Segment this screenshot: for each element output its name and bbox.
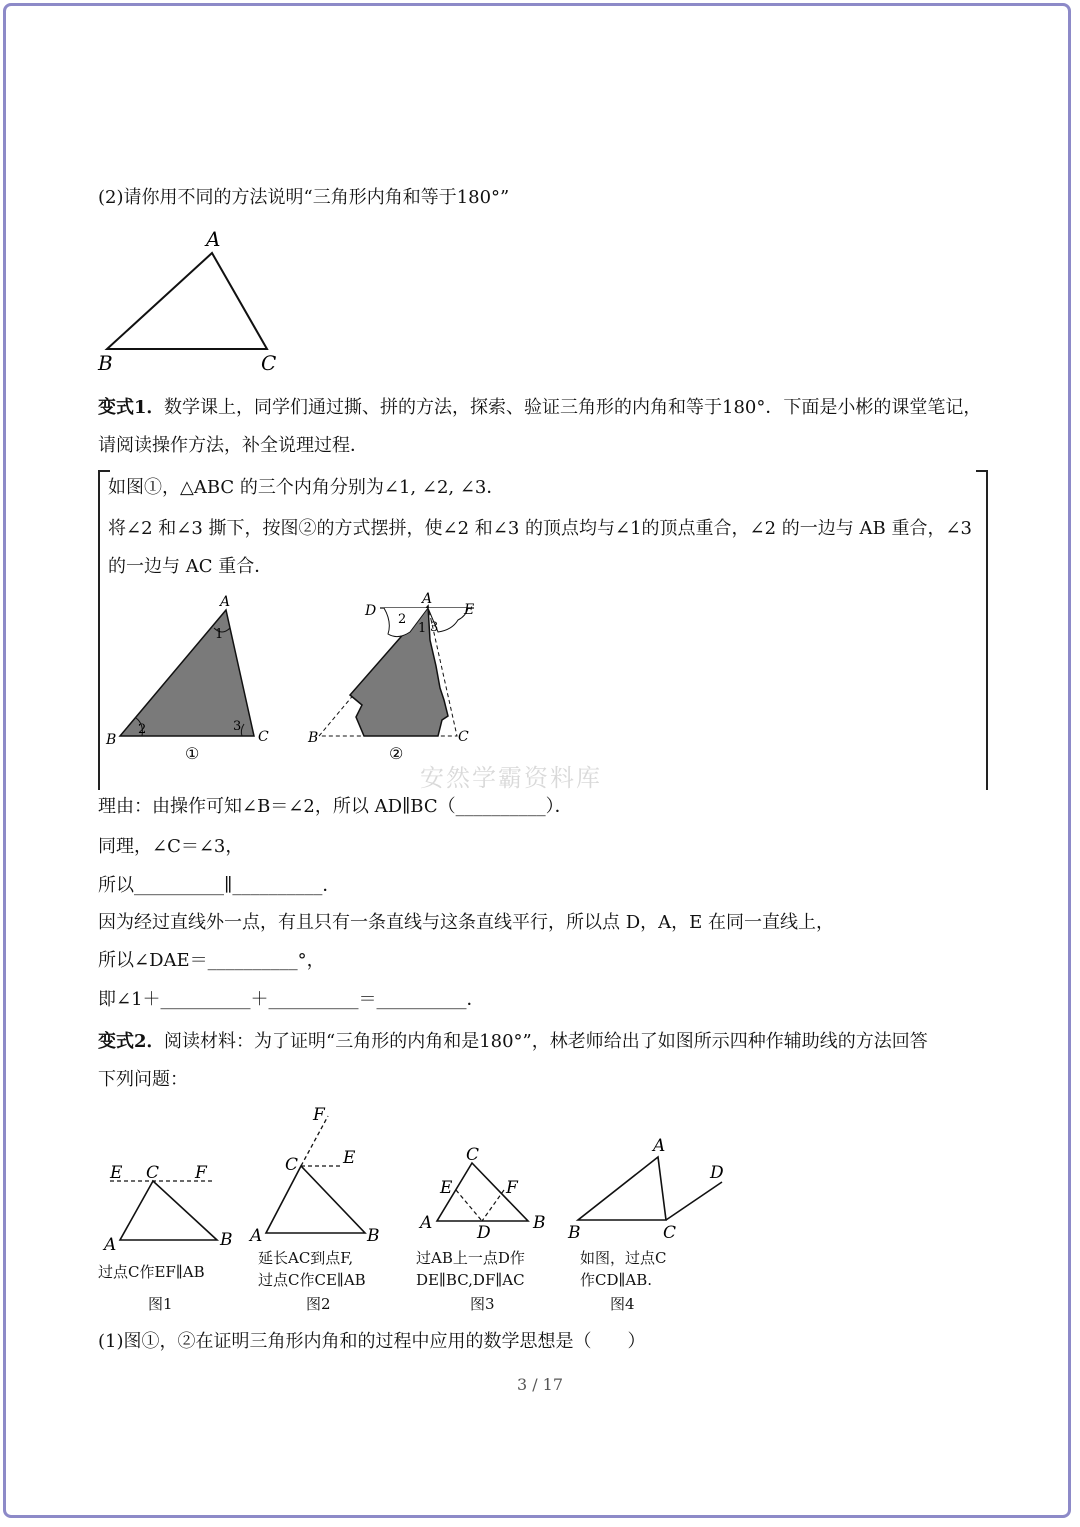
fig2-a: A bbox=[422, 591, 433, 607]
box-line3: 的一边与 AC 重合． bbox=[108, 556, 273, 577]
reason-line3: 所以__________∥__________． bbox=[98, 875, 341, 896]
fig3-a-label: A bbox=[420, 1213, 433, 1233]
fig4-a-label: A bbox=[653, 1136, 666, 1156]
box-line2: 将∠2 和∠3 撕下，按图②的方式摆拼，使∠2 和∠3 的顶点均与∠1的顶点重合，∠2 的一边与 AB 重合，∠3 bbox=[108, 518, 973, 539]
fig4-b-label: B bbox=[568, 1223, 581, 1243]
fig2-e: E bbox=[464, 602, 475, 618]
variant1-text-line2: 请阅读操作方法，补全说理过程． bbox=[98, 435, 368, 456]
vertex-c-label: C bbox=[261, 351, 277, 375]
fig4-c-label: C bbox=[663, 1223, 677, 1243]
fig2-f-label: F bbox=[313, 1105, 325, 1125]
fig2-e-label: E bbox=[343, 1148, 356, 1168]
fig1-c: C bbox=[258, 729, 269, 745]
reason-line1: 理由：由操作可知∠B＝∠2，所以 AD∥BC（__________）． bbox=[98, 796, 573, 817]
fig3-d-label: D bbox=[477, 1223, 491, 1243]
aux1-title: 图1 bbox=[148, 1295, 173, 1313]
fig3-e-label: E bbox=[440, 1178, 453, 1198]
fig2-a-label: A bbox=[250, 1226, 263, 1246]
variant2-label: 变式2． bbox=[98, 1031, 165, 1052]
variant1-text-line1: 数学课上，同学们通过撕、拼的方法，探索、验证三角形的内角和等于180°．下面是小彬的课堂笔记， bbox=[164, 397, 982, 418]
reason-line4: 因为经过直线外一点，有且只有一条直线与这条直线平行，所以点 D，A，E 在同一直线上， bbox=[98, 912, 835, 933]
fig1-b: B bbox=[106, 732, 117, 748]
fig1-angle1: 1 bbox=[215, 627, 224, 642]
fig2-b: B bbox=[308, 730, 319, 746]
aux4-caption-l2: 作CD∥AB. bbox=[580, 1271, 653, 1289]
variant1-label: 变式1． bbox=[98, 397, 165, 418]
fig3-c-label: C bbox=[466, 1145, 480, 1165]
variant2-question1: (1)图①，②在证明三角形内角和的过程中应用的数学思想是（ ） bbox=[98, 1331, 646, 1352]
aux3-caption-l2: DE∥BC,DF∥AC bbox=[416, 1271, 525, 1289]
aux4-title: 图4 bbox=[610, 1295, 635, 1313]
fig4-d-label: D bbox=[710, 1163, 724, 1183]
fig2-angle1: 1 bbox=[418, 621, 427, 636]
box-line1: 如图①，△ABC 的三个内角分别为∠1, ∠2, ∠3． bbox=[108, 477, 505, 498]
reason-line5: 所以∠DAE＝__________°， bbox=[98, 950, 325, 971]
fig3-f-label: F bbox=[506, 1178, 518, 1198]
fig2-b-label: B bbox=[367, 1226, 380, 1246]
fig1-e: E bbox=[110, 1163, 123, 1183]
fig1-a: A bbox=[220, 594, 231, 610]
aux2-caption-l2: 过点C作CE∥AB bbox=[258, 1271, 366, 1289]
fig1-b-label: B bbox=[220, 1230, 233, 1250]
part2-question: (2)请你用不同的方法说明“三角形内角和等于180°” bbox=[98, 187, 510, 208]
aux2-title: 图2 bbox=[306, 1295, 331, 1313]
fig1-caption: ① bbox=[185, 744, 200, 763]
reason-line2: 同理，∠C＝∠3， bbox=[98, 836, 244, 857]
variant2-text-line1: 阅读材料：为了证明“三角形的内角和是180°”，林老师给出了如图所示四种作辅助线的方法回答 bbox=[164, 1031, 928, 1052]
aux3-caption-l1: 过AB上一点D作 bbox=[416, 1249, 525, 1267]
fig1-c-label: C bbox=[146, 1163, 160, 1183]
fig1-angle2: 2 bbox=[138, 722, 147, 737]
vertex-a-label: A bbox=[206, 227, 221, 251]
page-number: 3 / 17 bbox=[516, 1375, 564, 1394]
fig2-caption: ② bbox=[389, 744, 404, 763]
aux3-title: 图3 bbox=[470, 1295, 495, 1313]
fig2-c-label: C bbox=[285, 1155, 299, 1175]
vertex-b-label: B bbox=[98, 351, 113, 375]
fig2-c: C bbox=[458, 729, 469, 745]
fig3-b-label: B bbox=[533, 1213, 546, 1233]
fig2-angle2: 2 bbox=[398, 612, 407, 627]
fig2-angle3: 3 bbox=[430, 620, 439, 635]
aux2-caption-l1: 延长AC到点F, bbox=[258, 1249, 354, 1267]
fig1-f: F bbox=[195, 1163, 207, 1183]
reason-line6: 即∠1＋__________＋__________＝__________． bbox=[98, 989, 485, 1010]
variant2-text-line2: 下列问题： bbox=[98, 1069, 188, 1090]
watermark: 安然学霸资料库 bbox=[420, 764, 602, 792]
fig1-a-label: A bbox=[104, 1235, 117, 1255]
aux1-caption: 过点C作EF∥AB bbox=[98, 1263, 205, 1281]
aux4-caption-l1: 如图，过点C bbox=[580, 1249, 667, 1267]
fig1-angle3: 3 bbox=[233, 719, 242, 734]
fig2-d: D bbox=[365, 603, 377, 619]
